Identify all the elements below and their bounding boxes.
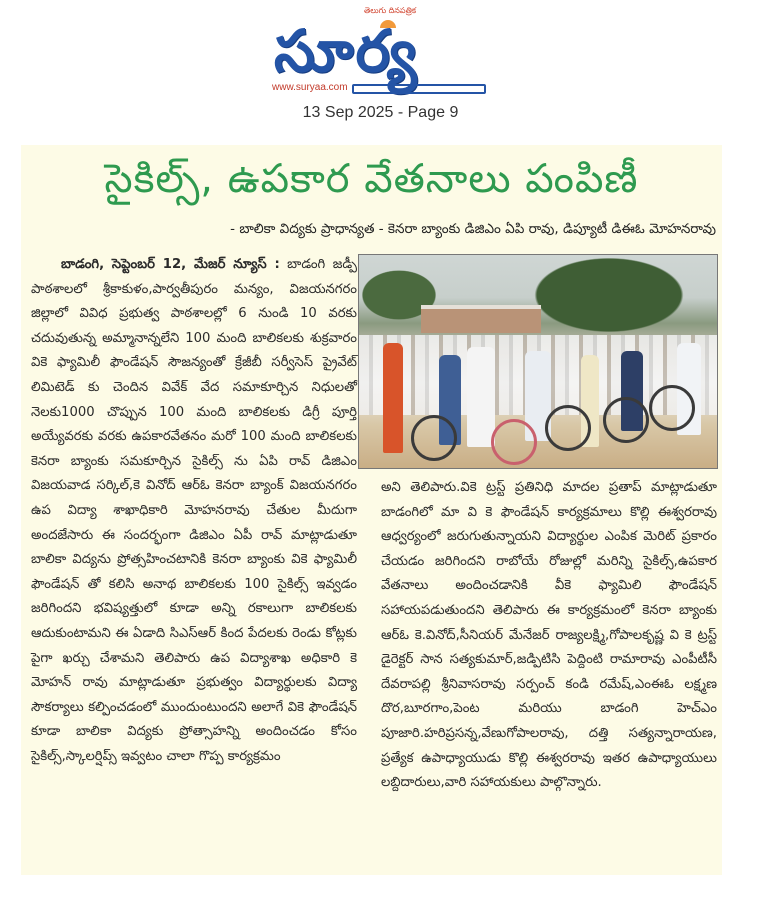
photo-school-building	[421, 305, 541, 333]
news-article	[21, 145, 722, 875]
photo-bicycle-wheel	[545, 405, 591, 451]
photo-person-saffron	[383, 343, 403, 453]
photo-person-white	[467, 347, 495, 447]
article-right-column	[381, 476, 717, 796]
newspaper-masthead	[268, 4, 500, 100]
article-photo	[358, 254, 718, 469]
article-left-column	[31, 253, 357, 769]
article-subheadline: - బాలికా విద్యకు ప్రాధాన్యత - కెనరా బ్యాంకు డిజిఎం ఏపి రావు, డిప్యూటీ డిఈఓ మోహనరావు	[230, 221, 716, 237]
article-dateline: బాడంగి, సెప్టెంబర్ 12, మేజర్ న్యూస్ :	[61, 257, 280, 272]
article-left-body: బాడంగి జడ్పీ పాఠశాలలో శ్రీకాకుళం,పార్వతీపురం మన్యం, విజయనగరం జిల్లాలో వివిధ ప్రభుత్వ పాఠశాలల్లో 6 నుండి 10 వరకు చదువుతున్న అమ్మానాన్నలేని 100 మంది బాలికలకు శుక్రవారం వికె ఫ్యామిలీ ఫౌండేషన్ సౌజన్యంతో క్రేజీబీ సర్వీసెస్ ప్రైవేట్ లిమిటెడ్ కు చెందిన వివేక్ వేద సమాకూర్చిన నిధులతో నెలకు1000 చొప్పున 100 మంది బాలికలకు డిగ్రీ పూర్తి అయ్యేవరకు వరకు ఉపకారవేతనం మరో 100 మంది బాలికలకు కెనరా బ్యాంకు సమకూర్చిన సైకిల్స్ ను ఏపి రావ్ డిజిఎం విజయవాడ సర్కిల్,కె వినోద్ ఆర్ఓ కెనరా బ్యాంక్ విజయనగరం ఉప విద్యా శాఖాధికారి మోహనరావు చేతుల మీదుగా అందజేసారు ఈ సందర్భంగా డిజిఎం ఏపీ రావ్ మాట్లాడుతూ బాలికా విద్యను ప్రోత్సహించటానికి కెనరా బ్యాంకు వికె ఫ్యామిలీ ఫౌండేషన్ తో కలిసి అనాథ బాలికలకు 100 సైకిల్స్ ఇవ్వడం జరిగిందని భవిష్యత్తులో కూడా అన్ని రకాలుగా బాలికలకు ఆదుకుంటామని ఈ ఏడాది సిఎస్ఆర్ కింద పేదలకు రెండు కోట్లకు పైగా ఖర్చు చేశామని తెలిపారు ఉప విద్యాశాఖ అధికారి కె మోహన్ రావు మాట్లాడుతూ ప్రభుత్వం విద్యార్థులకు విద్యా సౌకర్యాలు కల్పించడంలో ముందుంటుందని అలాగే వికె ఫౌండేషన్ కూడా బాలికా విద్యకు ప్రోత్సాహన్ని అందించడం కోసం సైకిల్స్,స్కాలర్షిప్స్ ఇవ్వటం చాలా గొప్ప కార్యక్రమం	[31, 257, 357, 764]
article-lead-paragraph	[31, 253, 357, 769]
logo-underline-bar	[352, 84, 486, 94]
photo-bicycle-wheel	[603, 397, 649, 443]
photo-bicycle-wheel	[491, 419, 537, 465]
newspaper-logo: సూర్య	[274, 17, 419, 85]
article-headline: సైకిల్స్, ఉపకార వేతనాలు పంపిణీ	[104, 156, 639, 202]
photo-bicycle-wheel	[649, 385, 695, 431]
article-right-body: అని తెలిపారు.వికె ట్రస్ట్ ప్రతినిధి మాదల ప్రతాప్ మాట్లాడుతూ బాడంగిలో మా వి కె ఫౌండేషన్ కార్యక్రమాలు కొల్లి ఈశ్వరరావు ఆధ్వర్యంలో జరుగుతున్నాయని విద్యార్థుల ఎంపిక మెరిట్ ప్రకారం చేయడం జరిగిందని రాబోయే రోజుల్లో మరిన్ని సైకిల్స్,ఉపకార వేతనాలు అందించడానికి వీకె ఫ్యామిలి ఫౌండేషన్ సహాయపడుతుందని తెలిపారు ఈ కార్యక్రమంలో కెనరా బ్యాంకు ఆర్ఓ కె.వినోద్,సీనియర్ మేనేజర్ రాజ్యలక్ష్మి,గోపాలకృష్ణ వి కె ట్రస్ట్ డైరెక్టర్ సాన సత్యకుమార్,జడ్పిటిసి పెద్దింటి రామారావు ఎంపీటీసీ దేవరాపల్లి శ్రీనివాసరావు సర్పంచ్ కండి రమేష్,ఎంఈఓ లక్ష్మణ దొర,బూరగాం,పెంట మరియు బాడంగి హెచ్ఎం పూజారి.హరిప్రసన్న,వేణుగోపాలరావు, దత్తి సత్యన్నారాయణ, ప్రత్యేక ఉపాధ్యాయుడు కొల్లి ఈశ్వరరావు ఇతర ఉపాధ్యాయులు లబ్దిదారులు,వారి సహాయకులు పాల్గొన్నారు.	[381, 480, 717, 791]
photo-bicycle-wheel	[411, 415, 457, 461]
edition-date-page: 13 Sep 2025 - Page 9	[302, 104, 459, 121]
logo-tagline: తెలుగు దినపత్రిక	[364, 6, 417, 15]
website-url: www.suryaa.com	[272, 82, 348, 93]
